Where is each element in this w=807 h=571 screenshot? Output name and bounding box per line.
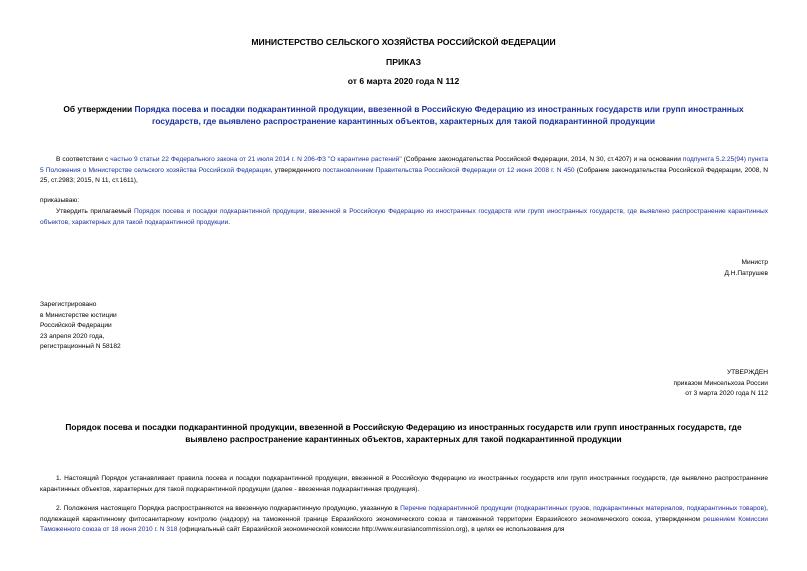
order-word: приказываю: xyxy=(40,197,80,204)
approved-block xyxy=(560,368,768,400)
procedure-link[interactable]: Порядок посева и посадки подкарантинной продукции, ввезенной в Российскую Федерацию из иностранных государств или групп иностранных государств, где выявлено распространение карантинных объектов, характерных для такой подкарантинной продукции xyxy=(40,208,768,226)
approved-line: УТВЕРЖДЕН xyxy=(726,369,768,376)
doc-date-heading: от 6 марта 2020 года N 112 xyxy=(347,76,460,86)
approve-text-2: . xyxy=(228,218,231,226)
signature-block xyxy=(600,258,768,279)
item-2-paragraph xyxy=(40,504,768,536)
signature-position: Министр xyxy=(741,259,768,266)
item2-text-2: , подлежащей карантинному фитосанитарному контролю (надзору) на таможенной границе Евразийского экономического союза и таможенной территории Евразийского экономического союза, утвержденном xyxy=(40,505,769,523)
doc-type-heading: ПРИКАЗ xyxy=(386,57,421,67)
preamble-text-2: (Собрание законодательства Российской Федерации, 2014, N 30, ст.4207) и на основании xyxy=(401,156,683,163)
approve-text-1: Утвердить прилагаемый xyxy=(56,208,134,215)
order-title-link-line1[interactable]: Порядка посева и посадки подкарантинной продукции, ввезенной в Российскую Федерацию из иностранных государств или групп иностранных xyxy=(134,104,744,114)
registration-line: Российской Федерации xyxy=(40,322,112,330)
registration-line: Зарегистрировано xyxy=(40,301,97,308)
product-list-link[interactable]: Перечне подкарантинной продукции (подкарантинных грузов, подкарантинных материалов, подкарантинных товаров) xyxy=(400,505,767,512)
preamble-text-1: В соответствии с xyxy=(56,156,111,163)
preamble-paragraph xyxy=(40,155,768,187)
signature-name: Д.Н.Патрушев xyxy=(724,269,768,277)
item-1-paragraph: 1. Настоящий Порядок устанавливает правила посева и посадки подкарантинной продукции, ввезенной в Российскую Федерацию из иностранных государств или групп иностранных государств, где выявлено распространение карантинных объектов, характерных для такой подкарантинной продукции (далее - ввезенная подкарантинная продукция). xyxy=(40,475,768,493)
registration-line: регистрационный N 58182 xyxy=(40,343,121,351)
preamble-text-3: , утвержденного xyxy=(270,166,323,174)
preamble-text-4: (Собрание законодательства Российской Федерации, 2008, N 25, ст.2983; 2015, N 11, ст.1611), xyxy=(40,166,768,185)
item2-text-3: (официальный сайт Евразийской экономической комиссии http://www.eurasiancommission.org), в целях ее использования для xyxy=(177,526,565,534)
order-title-link-line2[interactable]: государств, где выявлено распространение карантинных объектов, характерных для такой подкарантинной продукции xyxy=(151,116,656,126)
order-title-prefix: Об утверждении xyxy=(63,104,135,114)
regulation-link[interactable]: подпункта 5.2.25(94) пункта 5 Положения о Министерстве сельского хозяйства Российской Федерации xyxy=(40,156,769,174)
law-link[interactable]: частью 9 статьи 22 Федерального закона от 21 июля 2014 г. N 206-ФЗ "О карантине растений" xyxy=(110,156,402,163)
registration-line: в Министерстве юстиции xyxy=(40,311,117,319)
registration-line: 23 апреля 2020 года, xyxy=(40,332,105,340)
approve-paragraph xyxy=(40,207,768,228)
item2-text-1: 2. Положения настоящего Порядка распространяются на ввезенную подкарантинную продукцию, указанную в xyxy=(56,505,401,512)
order-title xyxy=(36,103,771,127)
commission-decision-link[interactable]: решением Комиссии Таможенного союза от 18 июня 2010 г. N 318 xyxy=(40,515,768,534)
annex-title-line2: выявлено распространение карантинных объектов, характерных для такой подкарантинной продукции xyxy=(185,434,622,444)
annex-title-line1: Порядок посева и посадки подкарантинной продукции, ввезенной в Российскую Федерацию из иностранных государств или групп иностранных государств, где xyxy=(65,422,742,432)
approved-line: от 3 марта 2020 года N 112 xyxy=(685,390,768,398)
resolution-link[interactable]: постановлением Правительства Российской Федерации от 12 июня 2008 г. N 450 xyxy=(322,166,575,174)
approved-line: приказом Минсельхоза России xyxy=(673,379,768,387)
ministry-heading: МИНИСТЕРСТВО СЕЛЬСКОГО ХОЗЯЙСТВА РОССИЙСКОЙ ФЕДЕРАЦИИ xyxy=(251,37,556,47)
registration-block xyxy=(40,300,240,353)
annex-title xyxy=(30,421,777,445)
